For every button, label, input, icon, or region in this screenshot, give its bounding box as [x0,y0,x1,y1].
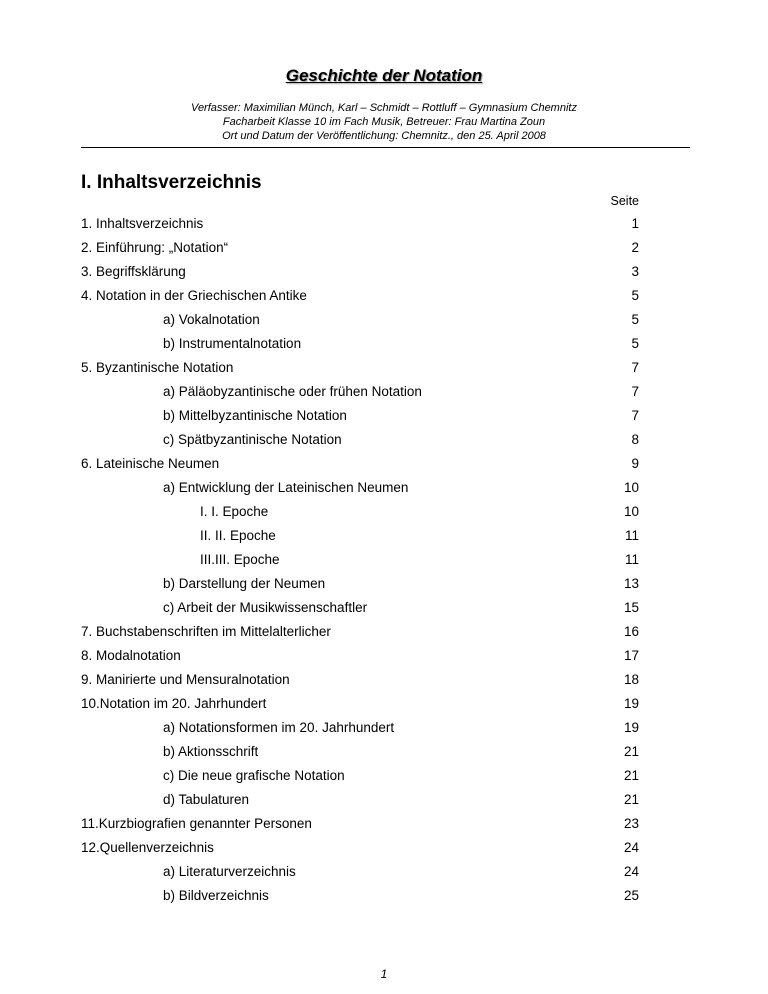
toc-entry-label: 8. Modalnotation [81,648,181,663]
toc-entry-label: II. II. Epoche [200,528,276,543]
toc-entry [81,716,639,740]
toc-entry [81,380,639,404]
toc-entry [81,788,639,812]
toc-entry [81,452,639,476]
toc-entry-page: 17 [623,648,639,663]
toc-entry [81,644,639,668]
meta-place-date: Ort und Datum der Veröffentlichung: Chemnitz., den 25. April 2008 [222,130,546,142]
toc-entry-page: 21 [623,792,639,807]
toc-entry-page: 2 [631,240,639,255]
toc-entry-page: 11 [624,528,639,543]
table-of-contents [81,212,639,908]
toc-entry-label: a) Literaturverzeichnis [163,864,296,879]
page-number: 1 [380,967,388,981]
toc-entry-page: 3 [631,264,639,279]
toc-entry-label: a) Vokalnotation [163,312,260,327]
section-heading: I. Inhaltsverzeichnis [81,172,262,193]
toc-entry-page: 7 [631,360,639,375]
toc-entry-page: 25 [623,888,639,903]
toc-entry [81,524,639,548]
toc-entry-page: 18 [623,672,639,687]
meta-course: Facharbeit Klasse 10 im Fach Musik, Betreuer: Frau Martina Zoun [222,116,546,128]
toc-entry [81,836,639,860]
toc-entry [81,692,639,716]
toc-entry-label: III.III. Epoche [200,552,280,567]
toc-entry-label: 2. Einführung: „Notation“ [81,240,229,255]
toc-entry [81,764,639,788]
toc-entry-page: 9 [631,456,639,471]
toc-entry [81,356,639,380]
toc-entry-page: 13 [623,576,639,591]
toc-entry-page: 23 [623,816,639,831]
document-title: Geschichte der Notation [285,66,483,85]
toc-entry-page: 21 [623,768,639,783]
toc-entry-label: b) Bildverzeichnis [163,888,269,903]
toc-entry [81,260,639,284]
toc-entry-page: 5 [631,312,639,327]
toc-entry [81,596,639,620]
toc-entry-page: 15 [623,600,639,615]
header-divider [81,147,690,148]
toc-entry-page: 10 [623,480,639,495]
toc-entry-page: 24 [623,840,639,855]
toc-entry [81,284,639,308]
toc-entry-label: 9. Manirierte und Mensuralnotation [81,672,290,687]
toc-entry-page: 7 [631,408,639,423]
toc-entry-label: b) Mittelbyzantinische Notation [163,408,347,423]
toc-entry-label: 1. Inhaltsverzeichnis [81,216,204,231]
toc-entry [81,740,639,764]
toc-entry-label: 11.Kurzbiografien genannter Personen [81,816,312,831]
toc-entry [81,500,639,524]
toc-entry-label: a) Päläobyzantinische oder frühen Notation [163,384,422,399]
toc-entry-label: 4. Notation in der Griechischen Antike [81,288,307,303]
toc-entry [81,332,639,356]
toc-entry-page: 1 [631,216,639,231]
toc-entry-page: 7 [631,384,639,399]
toc-entry-page: 24 [623,864,639,879]
toc-entry-page: 19 [623,696,639,711]
toc-entry-label: a) Entwicklung der Lateinischen Neumen [163,480,409,495]
toc-entry [81,860,639,884]
toc-entry [81,668,639,692]
toc-entry-label: d) Tabulaturen [163,792,250,807]
toc-entry [81,404,639,428]
toc-entry-label: 10.Notation im 20. Jahrhundert [81,696,267,711]
toc-entry [81,476,639,500]
toc-entry-page: 19 [623,720,639,735]
toc-entry-label: a) Notationsformen im 20. Jahrhundert [163,720,395,735]
toc-entry-label: I. I. Epoche [200,504,269,519]
toc-entry [81,548,639,572]
toc-entry-label: b) Aktionsschrift [163,744,259,759]
toc-entry-label: 12.Quellenverzeichnis [81,840,214,855]
toc-entry-page: 11 [624,552,639,567]
toc-entry-page: 5 [631,288,639,303]
toc-entry-label: b) Darstellung der Neumen [163,576,326,591]
toc-entry [81,884,639,908]
toc-entry-label: 5. Byzantinische Notation [81,360,234,375]
toc-entry-page: 21 [623,744,639,759]
toc-entry-label: 3. Begriffsklärung [81,264,186,279]
toc-entry [81,620,639,644]
document-meta [0,101,768,143]
toc-entry-label: c) Die neue grafische Notation [163,768,345,783]
toc-entry [81,212,639,236]
toc-entry-label: 7. Buchstabenschriften im Mittelalterlicher [81,624,331,639]
toc-entry-label: 6. Lateinische Neumen [81,456,220,471]
toc-entry-label: b) Instrumentalnotation [163,336,302,351]
toc-entry [81,812,639,836]
toc-entry-page: 8 [631,432,639,447]
toc-entry [81,236,639,260]
toc-entry [81,308,639,332]
toc-entry-label: c) Arbeit der Musikwissenschaftler [163,600,368,615]
toc-entry-page: 5 [631,336,639,351]
toc-entry-label: c) Spätbyzantinische Notation [163,432,342,447]
toc-entry [81,428,639,452]
toc-entry-page: 10 [623,504,639,519]
meta-author: Verfasser: Maximilian Münch, Karl – Schmidt – Rottluff – Gymnasium Chemnitz [191,102,577,114]
page-column-label: Seite [610,194,639,208]
toc-entry [81,572,639,596]
toc-entry-page: 16 [623,624,639,639]
